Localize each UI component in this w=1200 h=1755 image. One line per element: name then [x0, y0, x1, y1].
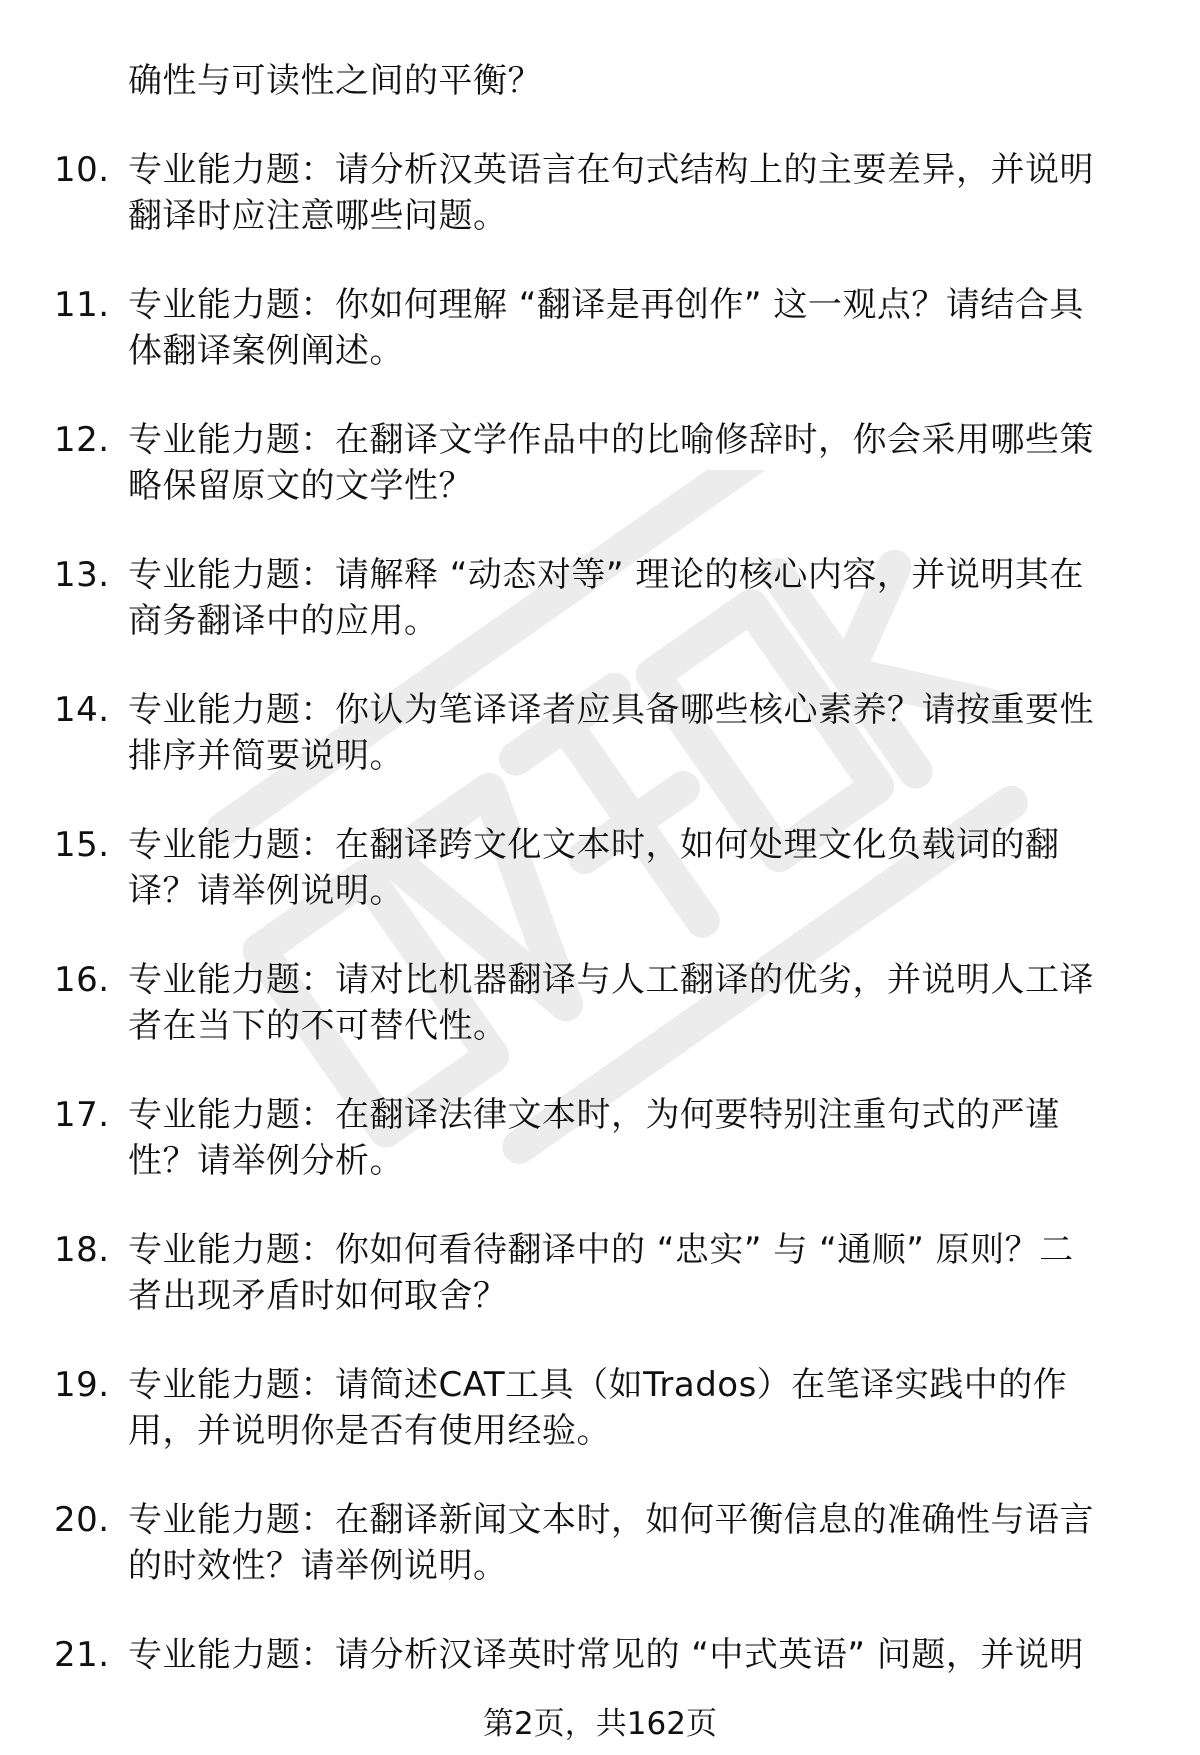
question-item [0, 417, 1200, 509]
question-number: 14. [54, 690, 110, 730]
question-text-line: 专业能力题：请解释 “动态对等” 理论的核心内容，并说明其在 [128, 555, 1084, 595]
question-item [0, 1497, 1200, 1589]
question-item [0, 957, 1200, 1049]
question-number: 13. [54, 555, 110, 595]
page-footer [0, 1704, 1200, 1744]
question-number: 15. [54, 825, 110, 865]
question-text-line: 性？请举例分析。 [128, 1141, 404, 1181]
question-number: 19. [54, 1365, 110, 1405]
question-item [0, 282, 1200, 374]
question-text-line: 者出现矛盾时如何取舍？ [128, 1276, 508, 1316]
question-item [0, 687, 1200, 779]
question-number: 20. [54, 1500, 110, 1540]
question-item [0, 1362, 1200, 1454]
question-number: 10. [54, 150, 110, 190]
question-text-line: 专业能力题：你认为笔译译者应具备哪些核心素养？请按重要性 [128, 690, 1094, 730]
question-text-line: 略保留原文的文学性？ [128, 466, 473, 506]
question-item [0, 1092, 1200, 1184]
question-text-line: 专业能力题：在翻译新闻文本时，如何平衡信息的准确性与语言 [128, 1500, 1094, 1540]
question-text-line: 专业能力题：在翻译跨文化文本时，如何处理文化负载词的翻 [128, 825, 1060, 865]
question-text-line: 专业能力题：请对比机器翻译与人工翻译的优劣，并说明人工译 [128, 960, 1094, 1000]
question-text-line: 确性与可读性之间的平衡？ [128, 61, 542, 101]
question-text-line: 的时效性？请举例说明。 [128, 1546, 508, 1586]
question-number: 18. [54, 1230, 110, 1270]
question-text-line: 专业能力题：你如何看待翻译中的 “忠实” 与 “通顺” 原则？二 [128, 1230, 1074, 1270]
question-continuation [0, 58, 1200, 104]
question-text-line: 体翻译案例阐述。 [128, 331, 404, 371]
question-number: 21. [54, 1635, 110, 1675]
question-list [0, 58, 1200, 1721]
question-text-line: 排序并简要说明。 [128, 736, 404, 776]
question-item [0, 1227, 1200, 1319]
question-text-line: 商务翻译中的应用。 [128, 601, 439, 641]
question-text-line: 专业能力题：在翻译法律文本时，为何要特别注重句式的严谨 [128, 1095, 1060, 1135]
question-text-line: 翻译时应注意哪些问题。 [128, 196, 508, 236]
question-number: 12. [54, 420, 110, 460]
question-text-line: 用，并说明你是否有使用经验。 [128, 1411, 611, 1451]
question-number: 16. [54, 960, 110, 1000]
question-text-line: 专业能力题：请简述CAT工具（如Trados）在笔译实践中的作 [128, 1365, 1068, 1405]
question-text-line: 者在当下的不可替代性。 [128, 1006, 508, 1046]
question-text-line: 专业能力题：请分析汉英语言在句式结构上的主要差异，并说明 [128, 150, 1094, 190]
question-text-line: 专业能力题：请分析汉译英时常见的 “中式英语” 问题，并说明 [128, 1635, 1084, 1675]
question-text-line: 译？请举例说明。 [128, 871, 404, 911]
question-number: 17. [54, 1095, 110, 1135]
question-text-line: 专业能力题：你如何理解 “翻译是再创作” 这一观点？请结合具 [128, 285, 1084, 325]
question-item [0, 822, 1200, 914]
question-item [0, 147, 1200, 239]
question-item [0, 552, 1200, 644]
question-text-line: 专业能力题：在翻译文学作品中的比喻修辞时，你会采用哪些策 [128, 420, 1094, 460]
question-number: 11. [54, 285, 110, 325]
page-number-label: 第2页，共162页 [483, 1706, 717, 1742]
question-item [0, 1632, 1200, 1678]
